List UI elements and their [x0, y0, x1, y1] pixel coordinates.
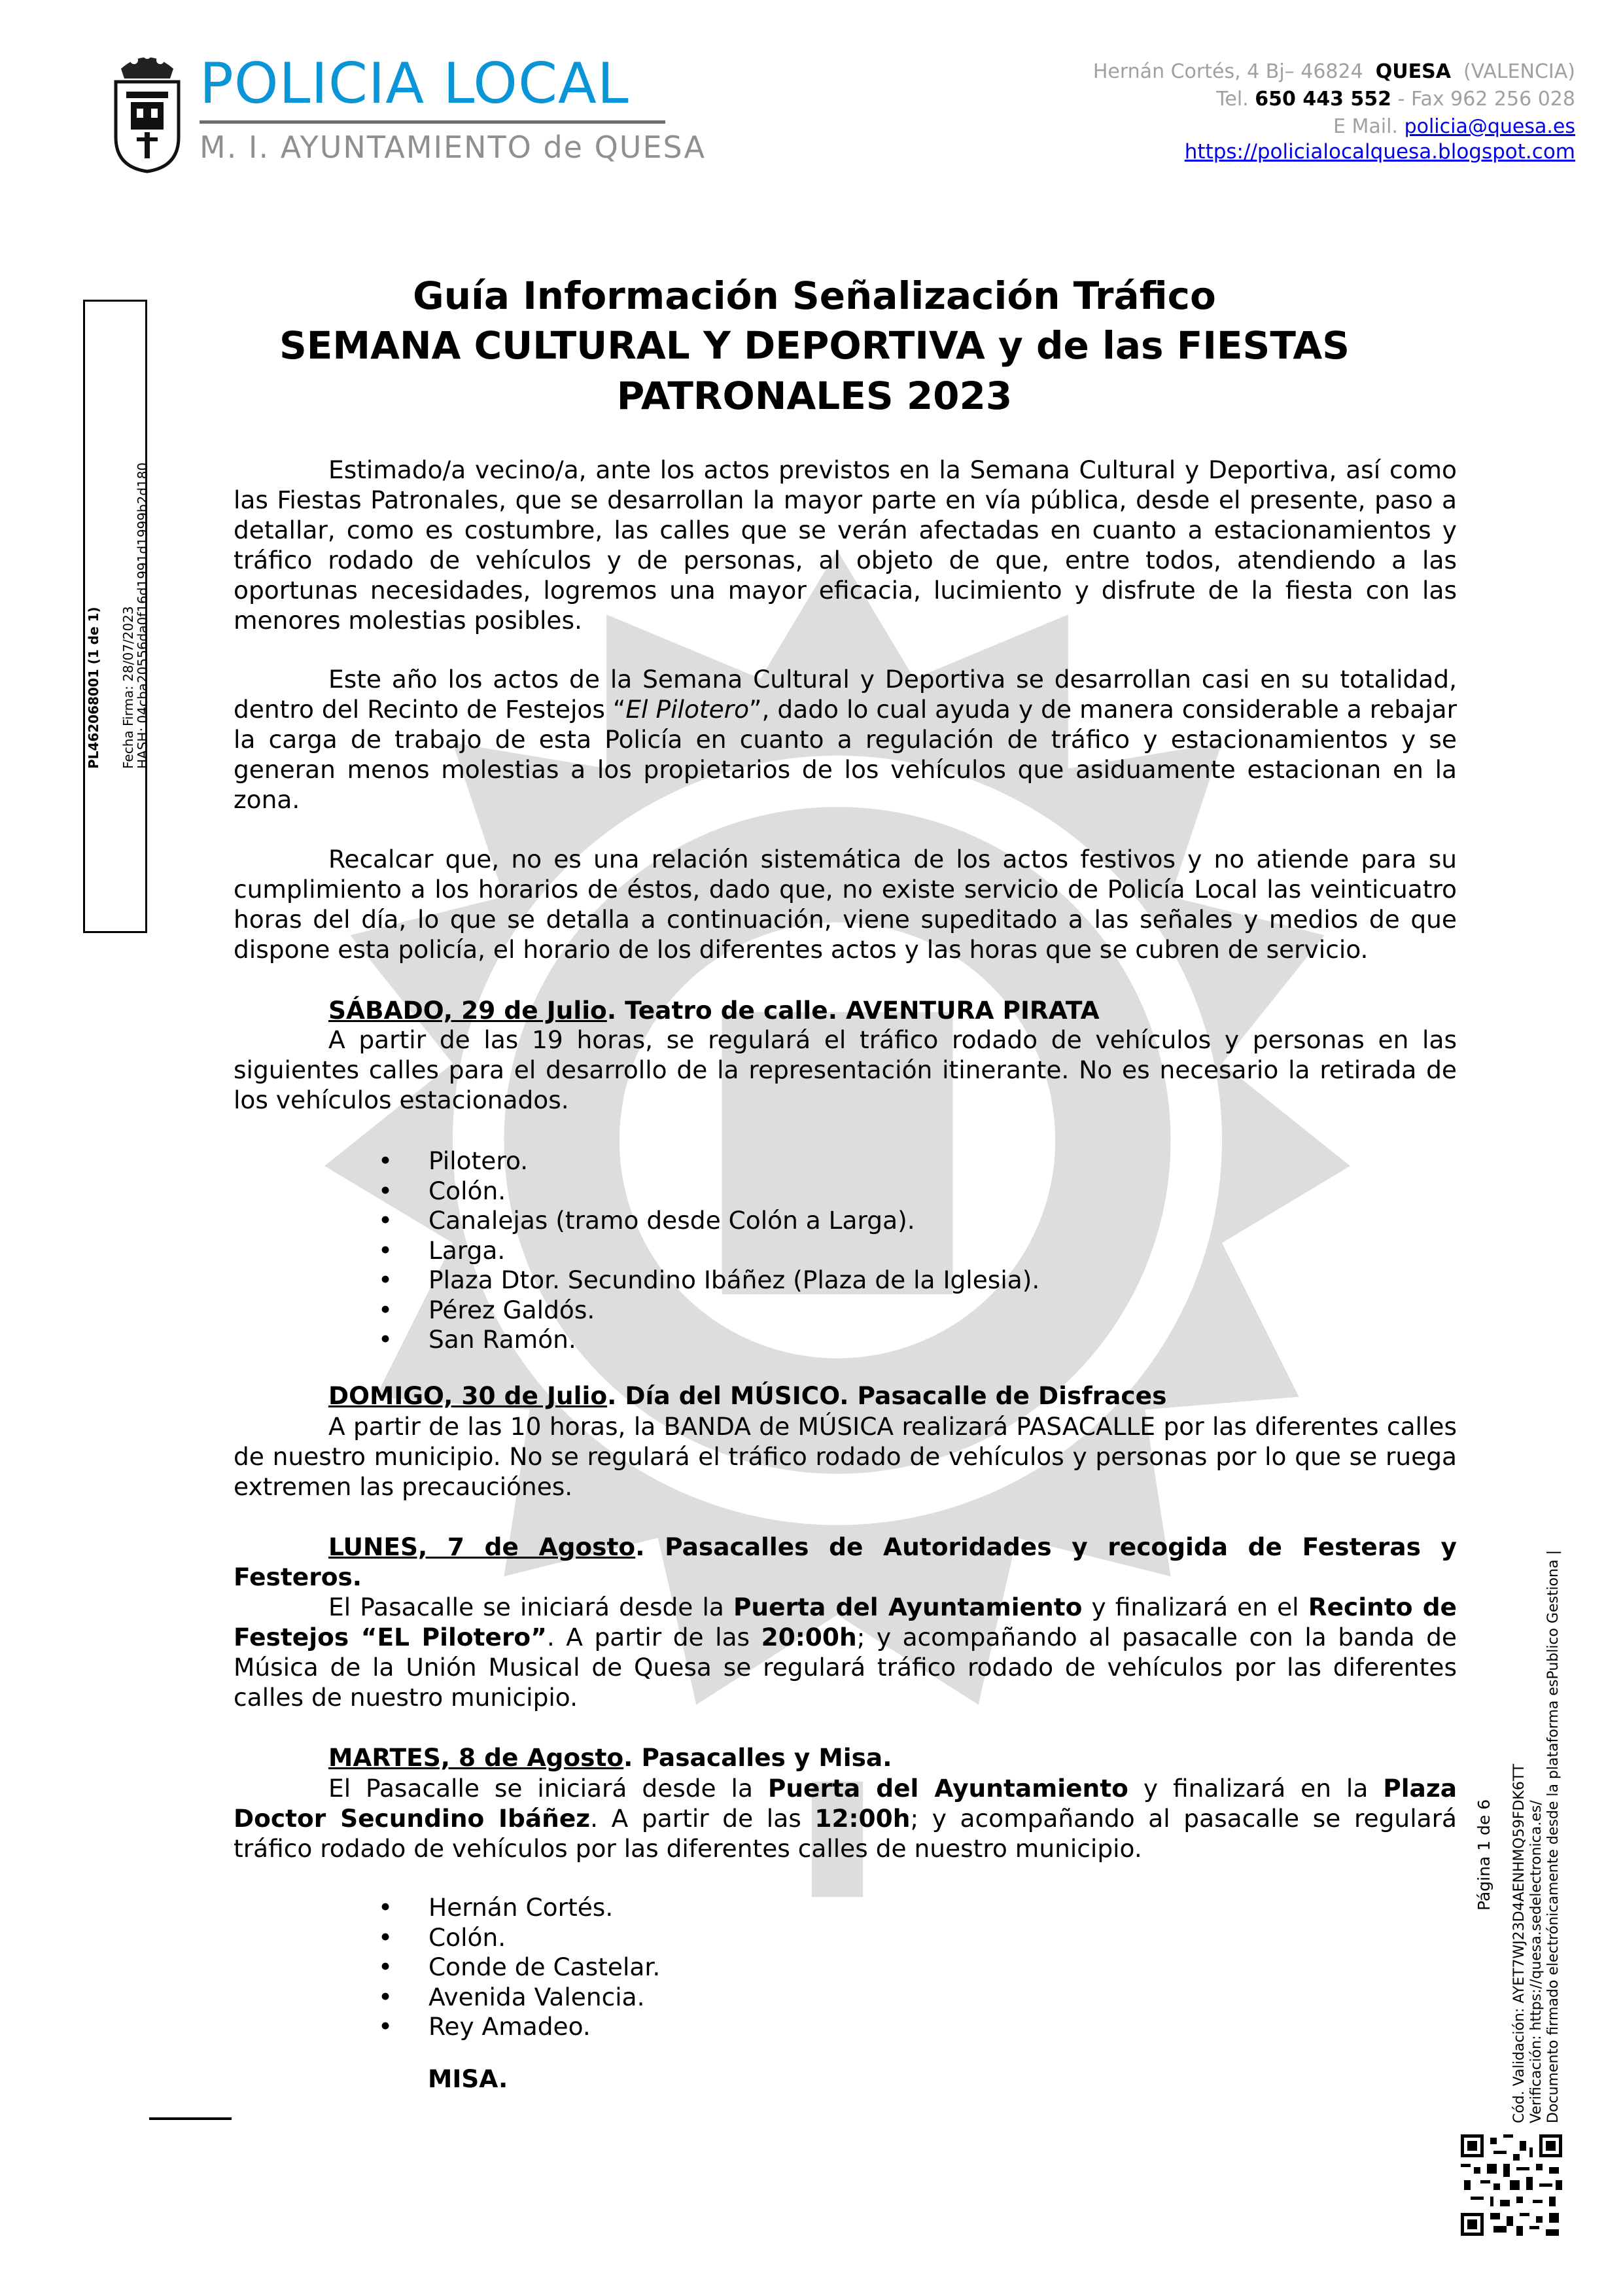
- contact-phone: Tel. 650 443 552 - Fax 962 256 028: [1216, 88, 1575, 111]
- brand-title: POLICIA LOCAL: [200, 51, 629, 116]
- list-item: • Pérez Galdós.: [0, 1296, 1039, 1326]
- page-title: Guía Información Señalización Tráfico: [413, 274, 1216, 318]
- list-item: • Colón.: [0, 1176, 1039, 1207]
- section-heading-lunes: LUNES, 7 de Agosto. Pasacalles de Autoridades y recogida de Festeras y Festeros.: [234, 1532, 1457, 1591]
- list-item: • San Ramón.: [0, 1325, 1039, 1355]
- signature-date: Fecha Firma: 28/07/2023: [120, 606, 136, 769]
- list-item: • Canalejas (tramo desde Colón a Larga).: [0, 1206, 1039, 1236]
- list-item: • Avenida Valencia.: [0, 1983, 660, 2013]
- list-item: • Larga.: [0, 1236, 1039, 1266]
- section-heading-sabado: SÁBADO, 29 de Julio. Teatro de calle. AVENTURA PIRATA: [328, 996, 1100, 1025]
- list-item: • Plaza Dtor. Secundino Ibáñez (Plaza de la Iglesia).: [0, 1265, 1039, 1296]
- misa-heading: MISA.: [428, 2064, 508, 2093]
- signature-id: PL462068001 (1 de 1): [86, 607, 101, 769]
- contact-website: [1185, 140, 1575, 164]
- sabado-paragraph: A partir de las 19 horas, se regulará el tráfico rodado de vehículos y personas en las siguientes calles para el desarrollo de la representación itinerante. No es necesario la retirada de los vehículos estacionados.: [234, 1025, 1457, 1114]
- signature-hash: HASH: 04cba20556da0f16d1991d1999b2d180: [135, 462, 150, 769]
- contact-address: Hernán Cortés, 4 Bj– 46824 QUESA (VALENCIA): [1092, 60, 1575, 83]
- list-item: • Pilotero.: [0, 1146, 1039, 1176]
- brand-subtitle: M. I. AYUNTAMIENTO de QUESA: [200, 130, 707, 165]
- validation-code: Cód. Validación: AYET7WJ23D4AENHMQ59FDK6TT: [1511, 1763, 1527, 2123]
- crest-icon: [108, 46, 186, 173]
- martes-paragraph: El Pasacalle se iniciará desde la Puerta del Ayuntamiento y finalizará en la Plaza Doctor Secundino Ibáñez. A partir de las 12:00h; y acompañando al pasacalle se regulará tráfico rodado de vehículos por las diferentes calles de nuestro municipio.: [234, 1774, 1457, 1863]
- lunes-paragraph: El Pasacalle se iniciará desde la Puerta del Ayuntamiento y finalizará en el Recinto de Festejos “EL Pilotero”. A partir de las 20:00h; y acompañando al pasacalle con la banda de Música de la Unión Musical de Quesa se regulará tráfico rodado de vehículos por las diferentes calles de nuestro municipio.: [234, 1593, 1457, 1712]
- qr-code-icon: [1461, 2134, 1562, 2236]
- contact-email: E Mail. policia@quesa.es: [1333, 115, 1575, 138]
- page-title-line-3: PATRONALES 2023: [616, 374, 1013, 418]
- intro-paragraph: Estimado/a vecino/a, ante los actos previstos en la Semana Cultural y Deportiva, así como las Fiestas Patronales, que se desarrollan la mayor parte en vía pública, desde el presente, paso a detallar, como es costumbre, las calles que se verán afectadas en cuanto a estacionamientos y tráfico rodado de vehículos y de personas, al objeto de que, entre todos, atendiendo a las oportunas necesidades, logremos una mayor eficacia, lucimiento y disfrute de la fiesta con las menores molestias posibles.: [234, 455, 1457, 635]
- validation-url: Verificación: https://quesa.sedelectronica.es/: [1528, 1800, 1544, 2123]
- website-link[interactable]: https://policialocalquesa.blogspot.com: [1184, 140, 1575, 164]
- email-link[interactable]: policia@quesa.es: [1404, 115, 1575, 138]
- page-title-line-2: SEMANA CULTURAL Y DEPORTIVA y de las FIESTAS: [279, 323, 1350, 368]
- footnote-separator: [149, 2117, 232, 2120]
- page-number: Página 1 de 6: [1475, 1799, 1493, 1911]
- brand-divider: [200, 120, 665, 124]
- validation-signed-note: Documento firmado electrónicamente desde la plataforma esPublico Gestiona |: [1545, 1549, 1562, 2123]
- domingo-paragraph: A partir de las 10 horas, la BANDA de MÚSICA realizará PASACALLE por las diferentes calles de nuestro municipio. No se regulará el tráfico rodado de vehículos y personas por lo que se ruega extremen las precauciónes.: [234, 1412, 1457, 1501]
- list-item: • Colón.: [0, 1923, 660, 1953]
- notice-paragraph: Recalcar que, no es una relación sistemática de los actos festivos y no atiende para su cumplimiento a los horarios de éstos, dado que, no existe servicio de Policía Local las veinticuatro horas del día, lo que se detalla a continuación, viene supeditado a las señales y medios de que dispone esta policía, el horario de los diferentes actos y las horas que se cubren de servicio.: [234, 845, 1457, 964]
- list-item: • Hernán Cortés.: [0, 1893, 660, 1923]
- list-item: • Conde de Castelar.: [0, 1952, 660, 1983]
- section-heading-domingo: DOMIGO, 30 de Julio. Día del MÚSICO. Pasacalle de Disfraces: [328, 1381, 1167, 1410]
- recinto-paragraph: Este año los actos de la Semana Cultural y Deportiva se desarrollan casi en su totalidad, dentro del Recinto de Festejos “El Pilotero”, dado lo cual ayuda y de manera considerable a rebajar la carga de trabajo de esta Policía en cuanto a regulación de tráfico y estacionamientos y se generan menos molestias a los propietarios de los vehículos que asiduamente estacionan en la zona.: [234, 665, 1457, 814]
- street-list-martes: [0, 1893, 660, 2042]
- list-item: • Rey Amadeo.: [0, 2012, 660, 2042]
- section-heading-martes: MARTES, 8 de Agosto. Pasacalles y Misa.: [328, 1743, 892, 1772]
- street-list-sabado: [0, 1146, 1039, 1355]
